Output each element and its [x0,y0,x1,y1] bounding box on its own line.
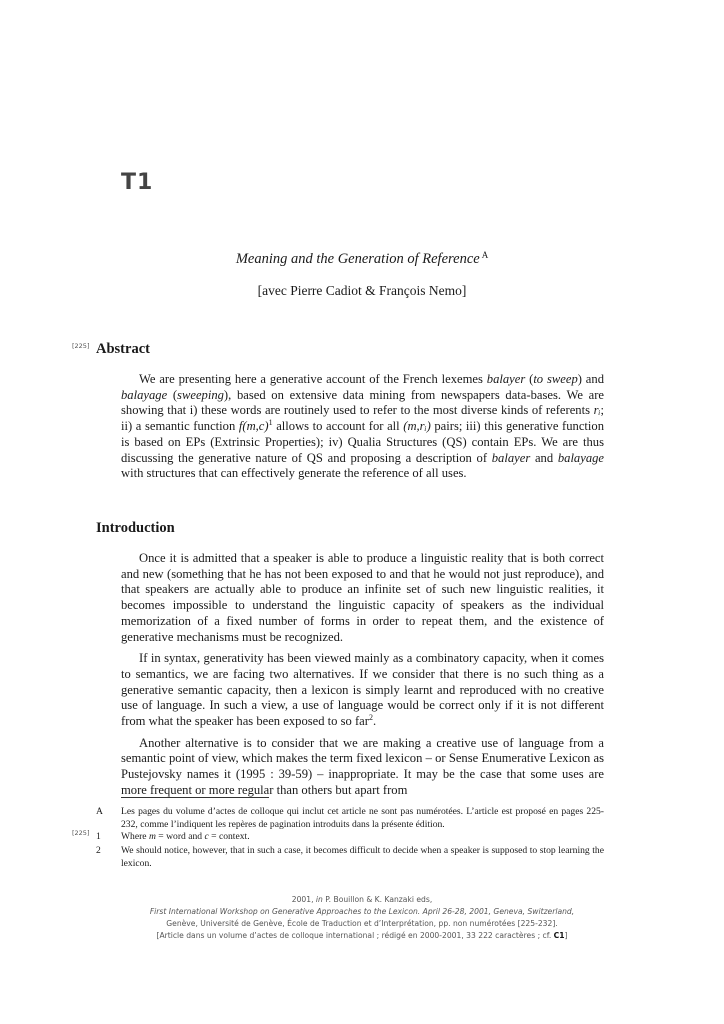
footnote-mark: 1 [96,831,101,842]
page-footer [100,894,624,942]
title-text: Meaning and the Generation of Reference [235,251,480,267]
chapter-label: T1 [121,170,154,195]
footnote-mark: A [96,806,103,817]
title-note-ref: A [481,250,489,260]
footnote-a [96,806,604,831]
footnote-ref-2: 2 [368,713,373,723]
intro-paragraph-3: Another alternative is to consider that we are making a creative use of language from a semantic point of view, which makes the term fixed lexicon – or Sense Enumerative Lexicon as Pustejovsky names it (1995 : 39-59) – inappropriate. It may be the case that some uses are more frequent or more regular than others but apart from [121,735,604,797]
coauthors: [avec Pierre Cadiot & François Nemo] [257,283,467,298]
footer-line-2: First International Workshop on Generative Approaches to the Lexicon. April 26-28, 2001, Geneva, Switzerland, [149,907,575,916]
footnote-2 [96,845,604,870]
introduction-heading: Introduction [96,520,175,536]
footnote-text: Les pages du volume d’actes de colloque qui inclut cet article ne sont pas numérotées. L’article est proposé en pages 225-232, comme l’indiquent les repères de pagination introduits dans la présente édition. [121,806,604,830]
footnote-mark: 2 [96,845,101,856]
intro-paragraph-2: If in syntax, generativity has been viewed mainly as a combinatory capacity, when it comes to semantics, we are facing two alternatives. If we consider that there is no such thing as a generative semantic capacity, then a lexicon is simply learnt and reproduced with no creative use of language. In such a view, a use of language would be correct only if it is not different from what the speaker has been exposed to so far$^2$. [121,651,604,729]
footnote-ref-1: 1 [268,418,273,428]
footer-line-3: Genève, Université de Genève, École de Traduction et d’Interprétation, pp. non numérotées [225-232]. [166,919,558,928]
article-title [0,250,724,268]
footer-line-1: 2001, in P. Bouillon & K. Kanzaki eds, [291,895,433,904]
introduction-body [121,551,604,799]
footnote-1 [96,831,604,844]
intro-paragraph-1: Once it is admitted that a speaker is able to produce a linguistic reality that is both correct and new (something that he has not been exposed to and that he would not just reproduce), and that speakers are actually able to produce an infinite set of such new linguistic realities, it becomes impossible to understand the linguistic capacity of speakers as the individual memorization of a fixed number of forms in order to repeat them, and the existence of generative mechanisms must be recognized. [121,551,604,644]
abstract-body [121,372,604,482]
abstract-paragraph: We are presenting here a generative account of the French lexemes balayer (to sweep) and balayage (sweeping), based on extensive data mining from newspapers data-bases. We are showing that i) these words are routinely used to refer to the most diverse kinds of referents rᵢ; ii) a semantic function $f(m,c)^1$ allows to account for all (m,rᵢ) pairs; iii) this generative function is based on EPs (Extrinsic Properties); iv) Qualia Structures (QS) contain EPs. We are thus discussing the generative nature of QS and proposing a description of balayer and balayage with structures that can effectively generate the reference of all uses. [121,372,605,481]
abstract-heading: Abstract [96,341,150,357]
footnote-text: We should notice, however, that in such a case, it becomes difficult to decide when a speaker is supposed to stop learning the lexicon. [121,845,604,869]
page-marker: [225] [72,829,90,837]
footer-line-4: [Article dans un volume d’actes de colloque international ; rédigé en 2000-2001, 33 222 caractères ; cf. C1] [156,931,568,940]
page-marker: [225] [72,342,90,350]
footnote-text: Where m = word and c = context. [121,831,250,842]
footnote-separator [121,797,269,798]
